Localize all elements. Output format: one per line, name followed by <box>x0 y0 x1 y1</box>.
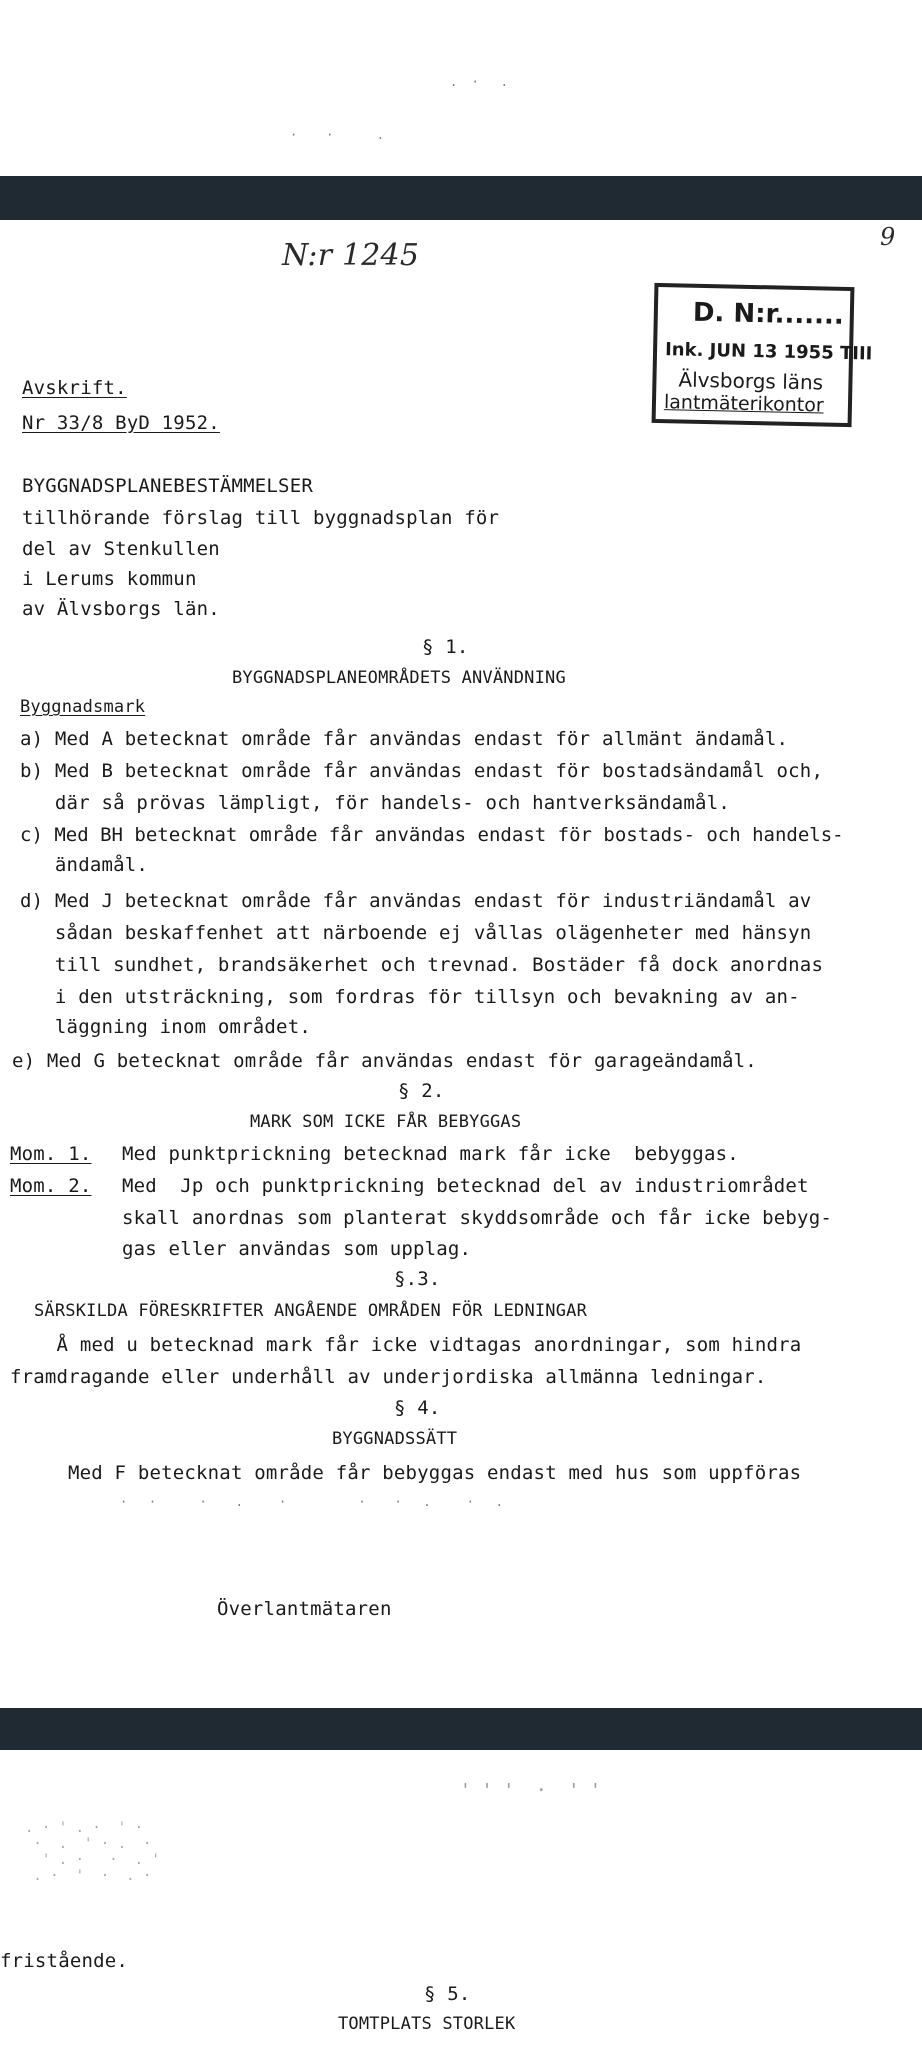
moment-label: Mom. 1. <box>10 1143 92 1165</box>
handwritten-reference: N:r 1245 <box>282 238 420 273</box>
moment-text: skall anordnas som planterat skyddsområde och får icke bebyg- <box>122 1207 832 1229</box>
clause-line: d) Med J betecknat område får användas endast för industriändamål av <box>20 890 812 912</box>
clause-line: till sundhet, brandsäkerhet och trevnad. Bostäder få dock anordnas <box>20 954 824 976</box>
stamp-line: D. N:r....... <box>692 297 845 331</box>
clause-line: i den utsträckning, som fordras för tillsyn och bevakning av an- <box>20 986 800 1008</box>
stamp-line: lantmäterikontor <box>663 391 824 417</box>
section-title: BYGGNADSPLANEOMRÅDETS ANVÄNDNING <box>232 668 566 688</box>
stamp-line: Ink. JUN 13 1955 TIII <box>664 339 873 365</box>
intro-line: del av Stenkullen <box>22 538 220 560</box>
page-number: 9 <box>880 223 896 251</box>
scan-noise: · · . <box>290 128 384 142</box>
intro-line: tillhörande förslag till byggnadsplan för <box>22 507 500 529</box>
scan-noise: . · . <box>450 75 508 89</box>
paragraph-line: Med F betecknat område får bebyggas endast med hus som uppföras <box>68 1462 802 1484</box>
signature-title: Överlantmätaren <box>217 1598 392 1620</box>
section-title: TOMTPLATS STORLEK <box>338 2014 516 2034</box>
document-number: Nr 33/8 ByD 1952. <box>22 412 220 434</box>
clause-line: e) Med G betecknat område får användas endast för garageändamål. <box>12 1050 757 1072</box>
section-number: §.3. <box>394 1268 441 1290</box>
clause-line: där så prövas lämpligt, för handels- och hantverksändamål. <box>20 792 730 814</box>
received-stamp <box>652 283 873 427</box>
section-title: MARK SOM ICKE FÅR BEBYGGAS <box>250 1112 522 1132</box>
scan-noise: . · ' . · ' · · . ' · . · ' . · · . ' . · ' · . · <box>25 1820 160 1884</box>
clause-line: c) Med BH betecknat område får användas endast för bostads- och handels- <box>20 824 844 846</box>
clause-line: sådan beskaffenhet att närboende ej vållas olägenheter med hänsyn <box>20 922 812 944</box>
section-number: § 4. <box>394 1397 441 1419</box>
moment-label: Mom. 2. <box>10 1175 92 1197</box>
section-number: § 1. <box>422 636 469 658</box>
intro-line: i Lerums kommun <box>22 568 197 590</box>
stamp-line: Älvsborgs läns <box>678 367 824 395</box>
scan-noise: ' ' ' · ' ' <box>460 1780 601 1801</box>
clause-line: a) Med A betecknat område får användas endast för allmänt ändamål. <box>20 728 789 750</box>
page-separator-top <box>0 176 922 220</box>
intro-line: BYGGNADSPLANEBESTÄMMELSER <box>22 475 313 497</box>
clause-line: läggning inom området. <box>20 1016 311 1038</box>
continuation-text: fristående. <box>0 1950 129 1972</box>
page-separator-bottom <box>0 1708 922 1750</box>
section-number: § 5. <box>424 1983 471 2005</box>
section-title: SÄRSKILDA FÖRESKRIFTER ANGÅENDE OMRÅDEN FÖR LEDNINGAR <box>34 1301 588 1321</box>
copy-label: Avskrift. <box>22 377 127 399</box>
section-title: BYGGNADSSÄTT <box>332 1429 458 1449</box>
scan-noise: · · · . · · · . · . <box>120 1495 503 1509</box>
moment-text: Med Jp och punktprickning betecknad del av industriområdet <box>122 1175 809 1197</box>
intro-line: av Älvsborgs län. <box>22 598 220 620</box>
clause-line: b) Med B betecknat område får användas endast för bostadsändamål och, <box>20 760 824 782</box>
paragraph-line: framdragande eller underhåll av underjordiska allmänna ledningar. <box>10 1366 767 1388</box>
paragraph-line: Å med u betecknad mark får icke vidtagas anordningar, som hindra <box>10 1334 802 1356</box>
moment-text: Med punktprickning betecknad mark får icke bebyggas. <box>122 1143 739 1165</box>
clause-line: ändamål. <box>20 854 149 876</box>
moment-text: gas eller användas som upplag. <box>122 1238 472 1260</box>
section-number: § 2. <box>398 1080 445 1102</box>
subheading: Byggnadsmark <box>20 697 146 717</box>
